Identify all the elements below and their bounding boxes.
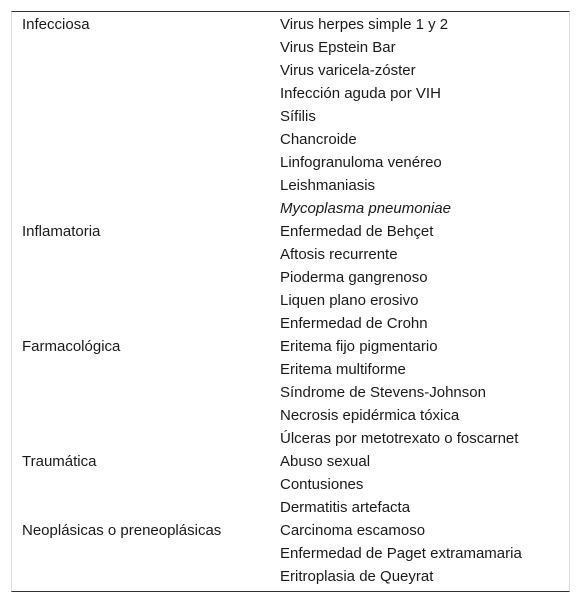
cause-item: Infección aguda por VIH — [280, 85, 441, 102]
table-row — [12, 220, 569, 335]
cause-item: Liquen plano erosivo — [280, 292, 419, 309]
cause-item: Leishmaniasis — [280, 177, 376, 194]
cause-item: Mycoplasma pneumoniae — [280, 200, 451, 217]
cause-list — [280, 335, 569, 450]
cause-item: Necrosis epidérmica tóxica — [280, 407, 460, 424]
cause-item: Enfermedad de Behçet — [280, 223, 434, 240]
cause-item: Virus varicela-zóster — [280, 62, 416, 79]
cause-list — [280, 450, 569, 519]
category-cell: Infecciosa — [22, 16, 90, 33]
table-row — [12, 13, 569, 220]
table-row — [12, 450, 569, 519]
cause-item: Sífilis — [280, 108, 316, 125]
cause-item: Abuso sexual — [280, 453, 371, 470]
cause-item: Chancroide — [280, 131, 357, 148]
cause-item: Linfogranuloma venéreo — [280, 154, 442, 171]
cause-item: Dermatitis artefacta — [280, 499, 411, 516]
table-body — [12, 12, 569, 588]
cause-list — [280, 519, 569, 588]
cause-item: Eritema multiforme — [280, 361, 406, 378]
category-cell: Inflamatoria — [22, 223, 101, 240]
cause-item: Virus herpes simple 1 y 2 — [280, 16, 449, 33]
cause-item: Eritroplasia de Queyrat — [280, 568, 434, 585]
cause-item: Virus Epstein Bar — [280, 39, 396, 56]
cause-item: Aftosis recurrente — [280, 246, 398, 263]
cause-item: Enfermedad de Paget extramamaria — [280, 545, 522, 562]
table-row — [12, 335, 569, 450]
cause-item: Úlceras por metotrexato o foscarnet — [280, 430, 519, 447]
cause-item: Carcinoma escamoso — [280, 522, 426, 539]
cause-list — [280, 220, 569, 335]
category-cell: Farmacológica — [22, 338, 121, 355]
category-cell: Traumática — [22, 453, 97, 470]
category-cell: Neoplásicas o preneoplásicas — [22, 522, 222, 539]
cause-item: Enfermedad de Crohn — [280, 315, 428, 332]
cause-item: Síndrome de Stevens-Johnson — [280, 384, 486, 401]
cause-item: Pioderma gangrenoso — [280, 269, 428, 286]
cause-list — [280, 13, 569, 220]
etiology-table — [11, 11, 570, 592]
cause-item: Contusiones — [280, 476, 364, 493]
table-row — [12, 519, 569, 588]
cause-item: Eritema fijo pigmentario — [280, 338, 438, 355]
